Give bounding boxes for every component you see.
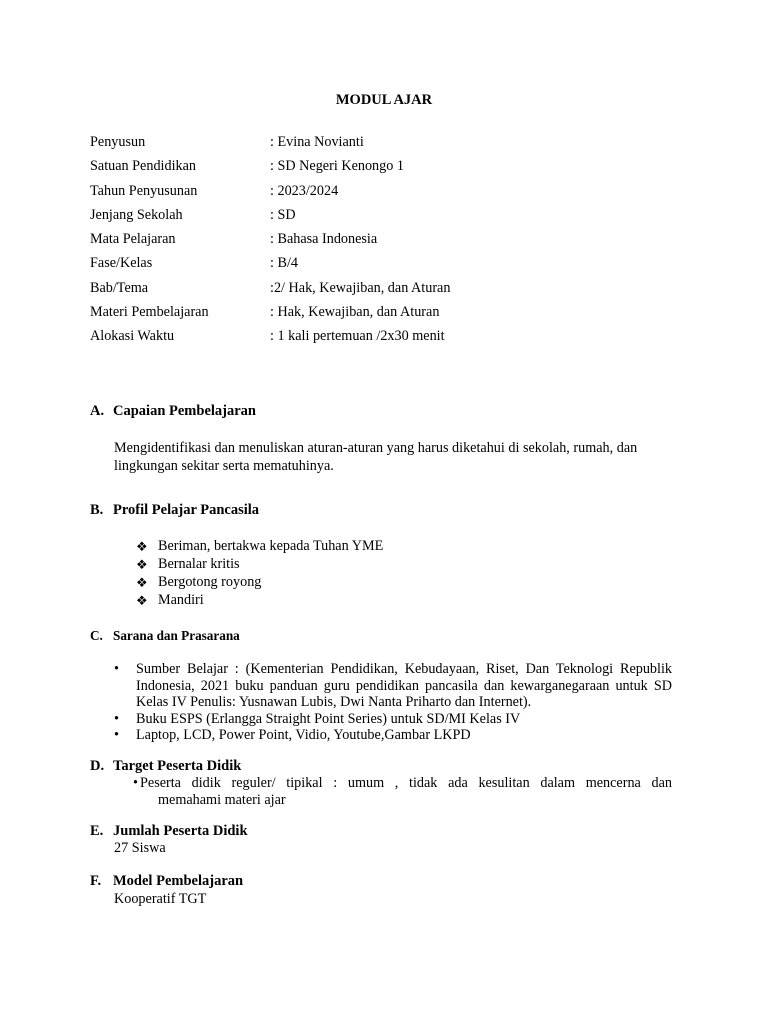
meta-label: Penyusun xyxy=(90,134,146,150)
target-item xyxy=(133,775,672,809)
meta-row-fase-kelas xyxy=(90,255,690,279)
meta-row-penyusun xyxy=(90,134,690,158)
jumlah-value: 27 Siswa xyxy=(114,840,166,856)
meta-row-tahun-penyusunan xyxy=(90,183,690,207)
section-letter: C. xyxy=(90,628,103,643)
meta-label: Alokasi Waktu xyxy=(90,328,175,345)
section-heading-model xyxy=(90,873,243,890)
meta-label: Jenjang Sekolah xyxy=(90,206,183,223)
diamond-bullet-icon: ❖ xyxy=(136,575,148,591)
sarana-list xyxy=(114,661,672,744)
meta-value: : 1 kali pertemuan /2x30 menit xyxy=(270,328,445,345)
section-letter: B. xyxy=(90,502,104,518)
list-item xyxy=(114,727,672,744)
section-letter: D. xyxy=(90,758,105,774)
meta-row-jenjang-sekolah xyxy=(90,207,690,231)
meta-value: : Hak, Kewajiban, dan Aturan xyxy=(270,304,440,321)
bullet-icon: • xyxy=(114,727,119,743)
diamond-bullet-icon: ❖ xyxy=(136,539,148,555)
section-title: Model Pembelajaran xyxy=(113,873,244,889)
list-item xyxy=(136,574,383,592)
list-item-text: Sumber Belajar : (Kementerian Pendidikan, Kebudayaan, Riset, Dan Teknologi Republik Indonesia, 2021 buku panduan guru pendidikan pancasila dan kewarganegaraan untuk SD Kelas IV Penulis: Yusnawan Lubis, Dwi Nanta Priharto dan Internet). xyxy=(136,661,672,710)
list-item-text: Laptop, LCD, Power Point, Vidio, Youtube,Gambar LKPD xyxy=(136,727,471,743)
section-heading-capaian xyxy=(90,403,256,420)
bullet-icon: • xyxy=(114,710,119,727)
meta-value: : SD Negeri Kenongo 1 xyxy=(270,158,404,175)
section-title: Target Peserta Didik xyxy=(113,758,242,774)
meta-value: : Bahasa Indonesia xyxy=(270,231,378,248)
list-item-text: Bernalar kritis xyxy=(158,556,240,573)
section-letter: A. xyxy=(90,403,105,419)
section-letter: E. xyxy=(90,823,104,839)
meta-row-alokasi-waktu xyxy=(90,328,690,352)
list-item xyxy=(136,556,383,574)
paragraph-line: Mengidentifikasi dan menuliskan aturan-aturan yang harus diketahui di sekolah, rumah, dan xyxy=(114,440,638,456)
section-title: Profil Pelajar Pancasila xyxy=(113,502,260,518)
diamond-bullet-icon: ❖ xyxy=(136,593,148,609)
meta-row-bab-tema xyxy=(90,280,690,304)
meta-label: Fase/Kelas xyxy=(90,255,153,272)
section-title: Capaian Pembelajaran xyxy=(113,403,256,419)
bullet-icon: • xyxy=(133,775,138,791)
list-item xyxy=(136,592,383,610)
target-line: memahami materi ajar xyxy=(158,792,286,808)
meta-label: Bab/Tema xyxy=(90,279,149,296)
section-heading-sarana xyxy=(90,628,240,644)
identity-table xyxy=(90,134,690,353)
list-item xyxy=(114,661,672,711)
model-value: Kooperatif TGT xyxy=(114,891,207,907)
section-title: Jumlah Peserta Didik xyxy=(113,823,248,839)
bullet-icon: • xyxy=(114,661,119,677)
diamond-bullet-icon: ❖ xyxy=(136,557,148,573)
section-heading-jumlah xyxy=(90,823,248,840)
meta-value: : B/4 xyxy=(270,255,298,272)
meta-label: Mata Pelajaran xyxy=(90,231,176,248)
list-item-text: Buku ESPS (Erlangga Straight Point Series) untuk SD/MI Kelas IV xyxy=(136,710,521,727)
meta-label: Satuan Pendidikan xyxy=(90,158,196,175)
meta-row-satuan-pendidikan xyxy=(90,158,690,182)
section-title: Sarana dan Prasarana xyxy=(113,628,240,643)
profil-list xyxy=(136,538,383,610)
list-item xyxy=(136,538,383,556)
meta-label: Tahun Penyusunan xyxy=(90,182,198,199)
list-item-text: Mandiri xyxy=(158,592,204,609)
meta-row-mata-pelajaran xyxy=(90,231,690,255)
section-letter: F. xyxy=(90,873,102,889)
meta-value: : SD xyxy=(270,206,296,223)
meta-row-materi-pembelajaran xyxy=(90,304,690,328)
list-item-text: Bergotong royong xyxy=(158,574,262,591)
capaian-paragraph xyxy=(114,439,670,475)
list-item-text: Beriman, bertakwa kepada Tuhan YME xyxy=(158,538,384,555)
section-heading-target xyxy=(90,758,241,775)
list-item xyxy=(114,711,672,728)
paragraph-line: lingkungan sekitar serta mematuhinya. xyxy=(114,458,334,474)
meta-value: :2/ Hak, Kewajiban, dan Aturan xyxy=(270,279,451,296)
meta-value: : Evina Novianti xyxy=(270,134,364,150)
meta-label: Materi Pembelajaran xyxy=(90,304,209,321)
section-heading-profil xyxy=(90,502,259,519)
target-line: Peserta didik reguler/ tipikal : umum , tidak ada kesulitan dalam mencerna dan xyxy=(140,775,672,791)
document-title: MODUL AJAR xyxy=(335,92,433,108)
meta-value: : 2023/2024 xyxy=(270,182,339,199)
